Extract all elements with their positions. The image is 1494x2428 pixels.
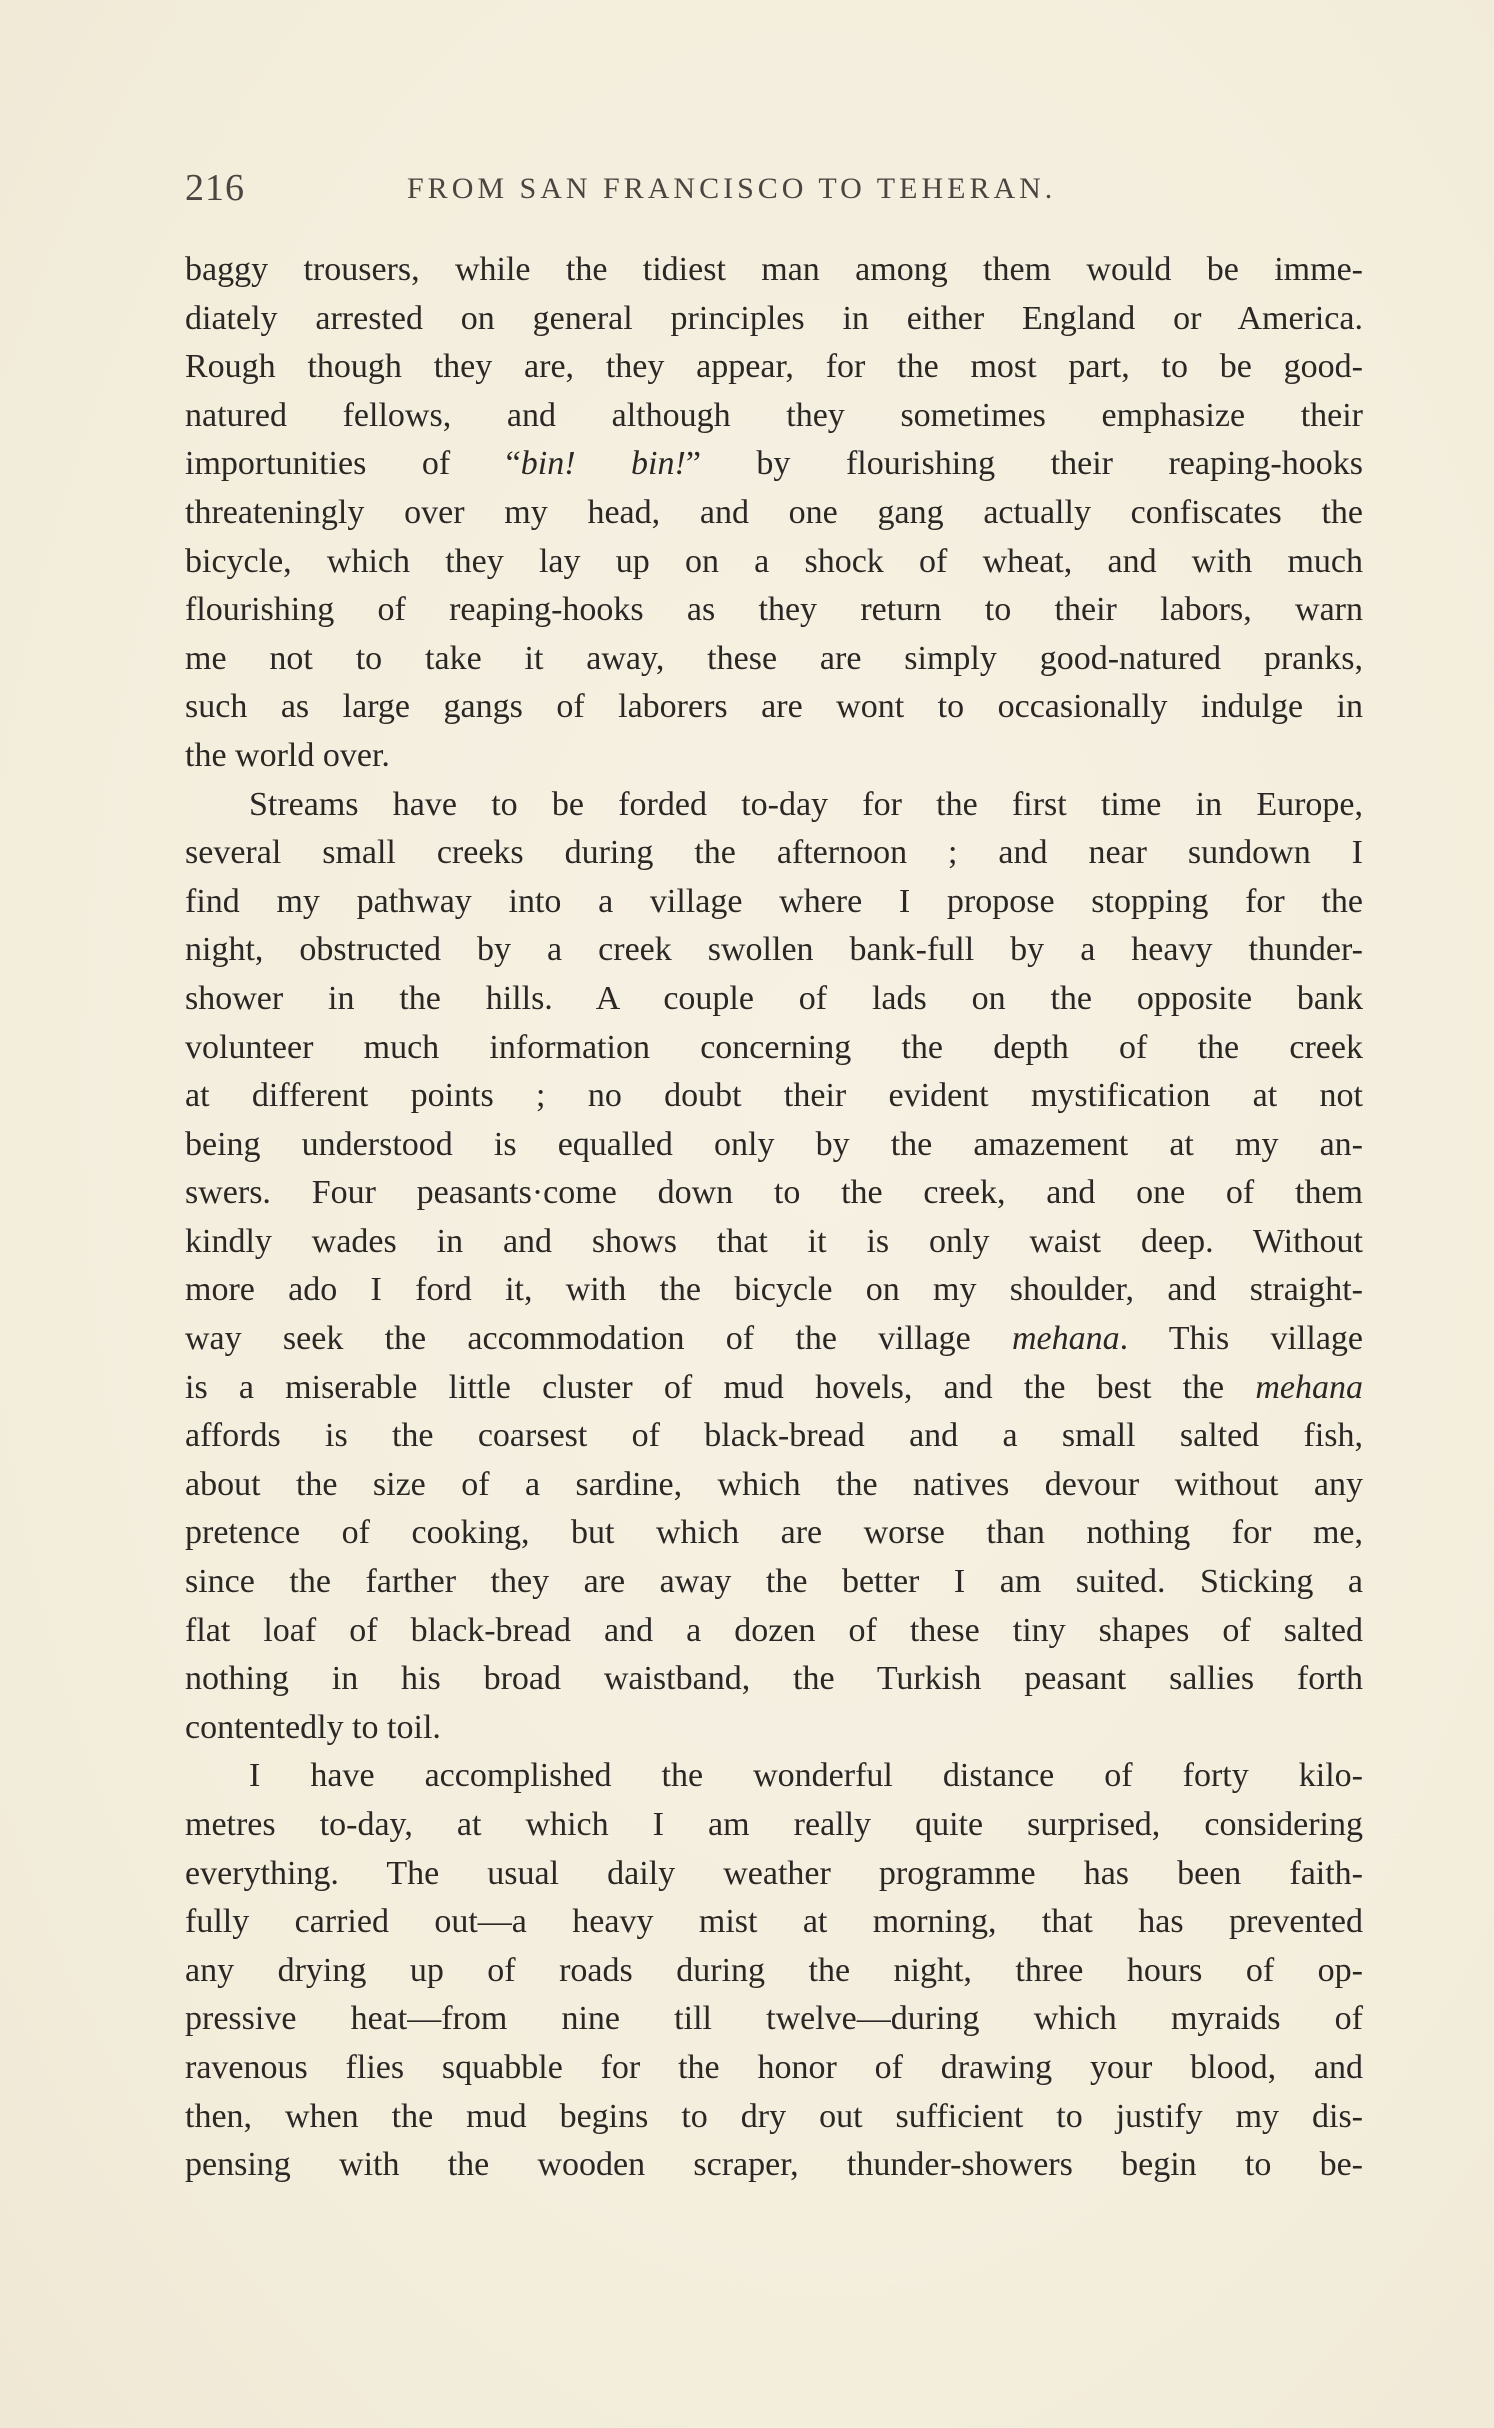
text-line: me not to take it away, these are simply good-natured pranks, <box>185 639 1363 677</box>
page-header <box>185 166 1365 216</box>
body-text <box>185 246 1363 2190</box>
text-line: find my pathway into a village where I propose stopping for the <box>185 882 1363 920</box>
italic-word: bin! bin! <box>520 445 686 483</box>
text-line: I have accomplished the wonderful distance of forty kilo- <box>249 1757 1363 1795</box>
text-line: several small creeks during the afternoon ; and near sundown I <box>185 834 1363 872</box>
text-line: pressive heat—from nine till twelve—during which myraids of <box>185 2000 1363 2038</box>
text-line: is a miserable little cluster of mud hovels, and the best the mehana <box>185 1368 1363 1406</box>
italic-word: mehana <box>1255 1368 1363 1406</box>
text-line: about the size of a sardine, which the natives devour without any <box>185 1465 1363 1503</box>
text-line: way seek the accommodation of the village mehana. This village <box>185 1320 1364 1358</box>
text-line: nothing in his broad waistband, the Turkish peasant sallies forth <box>185 1660 1363 1698</box>
text-line: night, obstructed by a creek swollen bank-full by a heavy thunder- <box>185 931 1363 969</box>
running-title: FROM SAN FRANCISCO TO TEHERAN. <box>407 172 1057 205</box>
text-line: contentedly to toil. <box>185 1708 441 1746</box>
text-line: threateningly over my head, and one gang actually confiscates the <box>185 493 1363 531</box>
text-line: flat loaf of black-bread and a dozen of these tiny shapes of salted <box>185 1611 1363 1649</box>
text-line: swers. Four peasants·come down to the creek, and one of them <box>185 1174 1363 1212</box>
italic-word: mehana <box>1011 1320 1120 1358</box>
text-line: pensing with the wooden scraper, thunder-showers begin to be- <box>185 2146 1363 2184</box>
text-line: affords is the coarsest of black-bread and a small salted fish, <box>185 1417 1363 1455</box>
text-line: shower in the hills. A couple of lads on the opposite bank <box>185 979 1363 1017</box>
text-line: then, when the mud begins to dry out sufficient to justify my dis- <box>185 2097 1363 2135</box>
text-line: the world over. <box>185 736 390 774</box>
text-line: importunities of “bin! bin!” by flourishing their reaping-hooks <box>185 445 1363 483</box>
text-line: kindly wades in and shows that it is only waist deep. Without <box>185 1222 1363 1260</box>
text-line: diately arrested on general principles in either England or America. <box>185 299 1363 337</box>
text-line: pretence of cooking, but which are worse than nothing for me, <box>185 1514 1363 1552</box>
page-number: 216 <box>185 167 245 209</box>
text-line: metres to-day, at which I am really quite surprised, considering <box>185 1806 1363 1843</box>
text-line: bicycle, which they lay up on a shock of wheat, and with much <box>185 542 1363 580</box>
text-line: flourishing of reaping-hooks as they return to their labors, warn <box>185 591 1363 629</box>
text-line: Streams have to be forded to-day for the first time in Europe, <box>249 785 1363 823</box>
text-line: more ado I ford it, with the bicycle on my shoulder, and straight- <box>185 1271 1363 1309</box>
text-line: ravenous flies squabble for the honor of drawing your blood, and <box>185 2048 1363 2086</box>
text-line: everything. The usual daily weather programme has been faith- <box>185 1854 1363 1892</box>
text-line: volunteer much information concerning the depth of the creek <box>185 1028 1363 1066</box>
text-line: any drying up of roads during the night, three hours of op- <box>185 1951 1363 1989</box>
text-line: baggy trousers, while the tidiest man among them would be imme- <box>185 251 1363 288</box>
text-line: since the farther they are away the better I am suited. Sticking a <box>185 1563 1363 1601</box>
text-line: Rough though they are, they appear, for the most part, to be good- <box>185 348 1363 386</box>
text-line: at different points ; no doubt their evident mystification at not <box>185 1077 1363 1115</box>
text-line: being understood is equalled only by the amazement at my an- <box>185 1125 1363 1163</box>
text-line: such as large gangs of laborers are wont to occasionally indulge in <box>185 688 1363 726</box>
text-line: natured fellows, and although they sometimes emphasize their <box>185 396 1363 434</box>
text-line: fully carried out—a heavy mist at morning, that has prevented <box>185 1903 1363 1941</box>
